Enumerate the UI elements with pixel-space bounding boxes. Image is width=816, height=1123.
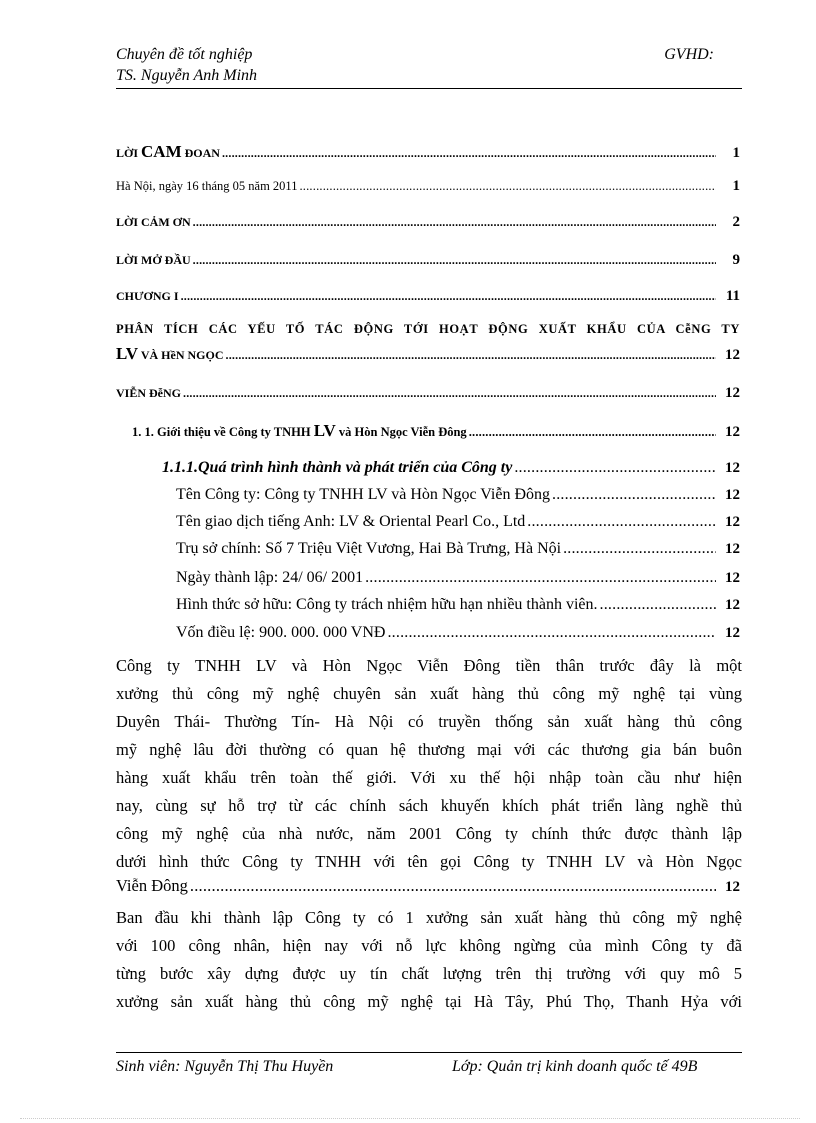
paragraph-line: từng bước xây dựng được uy tín chất lượng trên thị trường với quy mô 5 [116, 964, 742, 983]
toc-entry-section-1-1-1[interactable] [162, 459, 740, 477]
toc-page-number: 9 [732, 252, 740, 268]
toc-leader [190, 876, 716, 896]
toc-page-number: 12 [725, 597, 740, 613]
paragraph-line: nay, cùng sự hỗ trợ từ các chính sách khuyến khích phát triển làng nghề thủ [116, 796, 742, 815]
toc-leader [563, 540, 716, 558]
toc-entry-detail[interactable] [176, 596, 740, 614]
paragraph-line: dưới hình thức Công ty TNHH với tên gọi Công ty TNHH LV và Hòn Ngọc [116, 852, 742, 871]
toc-entry-detail[interactable] [176, 624, 740, 642]
toc-label: VIỄN ĐễNG [116, 386, 181, 400]
paragraph-line: Ban đầu khi thành lập Công ty có 1 xưởng sản xuất hàng thủ công mỹ nghệ [116, 908, 742, 927]
toc-label: Ngày thành lập: 24/ 06/ 2001 [176, 569, 364, 586]
toc-page-number: 1 [732, 145, 740, 161]
toc-page-number: 12 [725, 347, 740, 363]
page-edge-dotted-line [20, 1118, 800, 1119]
toc-leader [222, 146, 716, 161]
paragraph-line: công mỹ nghệ của nhà nước, năm 2001 Công ty chính thức được thành lập [116, 824, 742, 843]
toc-entry-loi-cam-on[interactable] [116, 214, 740, 231]
toc-label-big: LV [116, 344, 139, 363]
toc-entry-chuong-1[interactable] [116, 288, 740, 305]
paragraph-line: xưởng thủ công mỹ nghệ chuyên sản xuất hàng thủ công mỹ nghệ tại vùng [116, 684, 742, 703]
toc-label-big: CAM [141, 142, 182, 161]
toc-entry-loi-cam-doan[interactable] [116, 142, 740, 162]
toc-label: LỜI MỞ ĐẦU [116, 253, 191, 267]
toc-page-number: 12 [725, 570, 740, 586]
toc-page-number: 12 [725, 879, 740, 895]
toc-page-number: 12 [725, 541, 740, 557]
toc-label: 1.1.1.Quá trình hình thành và phát triển của Công ty [162, 459, 513, 476]
toc-entry-section-1-1[interactable] [132, 421, 740, 441]
toc-leader [469, 425, 716, 440]
toc-page-number: 12 [725, 487, 740, 503]
toc-leader [552, 486, 716, 504]
toc-chapter-title-line1[interactable]: PHÂN TÍCH CÁC YẾU TỐ TÁC ĐỘNG TỚI HOẠT ĐỘNG XUẤT KHẨU CỦA CễNG TY [116, 322, 740, 336]
paragraph-last-label: Viễn Đông [116, 876, 188, 895]
toc-leader [181, 289, 716, 304]
toc-page-number: 11 [725, 288, 740, 304]
toc-page-number: 12 [725, 424, 740, 440]
header-rule [116, 88, 742, 89]
toc-label: Hà Nội, ngày 16 tháng 05 năm 2011 [116, 179, 298, 193]
header-gvhd: GVHD: [664, 46, 714, 63]
toc-leader [299, 179, 716, 194]
footer-student: Sinh viên: Nguyễn Thị Thu Huyền [116, 1058, 334, 1075]
toc-entry-detail[interactable] [176, 569, 740, 587]
toc-label-post: và Hòn Ngọc Viễn Đông [335, 425, 467, 439]
toc-leader [527, 513, 716, 531]
toc-leader [193, 253, 716, 268]
toc-leader [183, 386, 716, 401]
body-paragraph-2 [116, 904, 742, 1016]
toc-leader [514, 459, 716, 477]
paragraph-line: hàng xuất khẩu trên toàn thế giới. Với xu thế hội nhập toàn cầu như hiện [116, 768, 742, 787]
toc-page-number: 12 [725, 514, 740, 530]
toc-label: Vốn điều lệ: 900. 000. 000 VNĐ [176, 624, 386, 641]
paragraph-line: với 100 công nhân, hiện nay với nỗ lực không ngừng của mình Công ty đã [116, 936, 742, 955]
toc-leader [193, 215, 716, 230]
toc-label: Tên giao dịch tiếng Anh: LV & Oriental Pearl Co., Ltd [176, 513, 526, 530]
body-paragraph-1 [116, 652, 742, 876]
paragraph-1-last-line[interactable] [116, 876, 740, 896]
toc-entry-chapter-title[interactable] [116, 344, 740, 364]
paragraph-line: Công ty TNHH LV và Hòn Ngọc Viễn Đông tiền thân trước đây là một [116, 656, 742, 675]
header-topic: Chuyên đề tốt nghiệp [116, 46, 253, 63]
toc-label-pre: LỜI [116, 146, 142, 160]
toc-label: Hình thức sở hữu: Công ty trách nhiệm hữu hạn nhiều thành viên. [176, 596, 598, 613]
paragraph-line: mỹ nghệ lâu đời thường có quan hệ thương mại với các thương gia bán buôn [116, 740, 742, 759]
toc-entry-loi-mo-dau[interactable] [116, 252, 740, 269]
toc-label-post: ĐOAN [181, 146, 220, 160]
toc-entry-date[interactable] [116, 178, 740, 195]
toc-label: Trụ sở chính: Số 7 Triệu Việt Vương, Hai Bà Trưng, Hà Nội [176, 540, 562, 557]
toc-page-number: 1 [732, 178, 740, 194]
toc-entry-detail[interactable] [176, 513, 740, 531]
toc-leader [600, 596, 716, 614]
footer-rule [116, 1052, 742, 1053]
toc-label: LỜI CẢM ƠN [116, 215, 191, 229]
paragraph-line: xưởng sản xuất hàng thủ công mỹ nghệ tại Hà Tây, Phú Thọ, Thanh Hỷa với [116, 992, 742, 1011]
page-header [116, 44, 742, 86]
header-advisor: TS. Nguyễn Anh Minh [116, 67, 258, 84]
toc-page-number: 12 [725, 460, 740, 476]
toc-entry-detail[interactable] [176, 540, 740, 558]
toc-label: CHƯƠNG I [116, 289, 179, 303]
toc-page-number: 12 [725, 385, 740, 401]
paragraph-line: Duyên Thái- Thường Tín- Hà Nội có truyền thống sản xuất hàng thủ công [116, 712, 742, 731]
toc-leader [226, 348, 716, 363]
toc-entry-vien-dong[interactable] [116, 385, 740, 402]
toc-label-big: LV [313, 421, 336, 440]
toc-page-number: 2 [732, 214, 740, 230]
footer-class: Lớp: Quản trị kinh doanh quốc tế 49B [452, 1058, 698, 1075]
toc-label-pre: 1. 1. Giới thiệu về Công ty TNHH [132, 425, 314, 439]
toc-page-number: 12 [725, 625, 740, 641]
toc-label: Tên Công ty: Công ty TNHH LV và Hòn Ngọc Viễn Đông [176, 486, 550, 503]
toc-entry-detail[interactable] [176, 486, 740, 504]
toc-leader [365, 569, 716, 587]
toc-label-post: VÀ HềN NGỌC [138, 348, 224, 362]
page-footer [116, 1058, 742, 1076]
toc-leader [387, 624, 716, 642]
